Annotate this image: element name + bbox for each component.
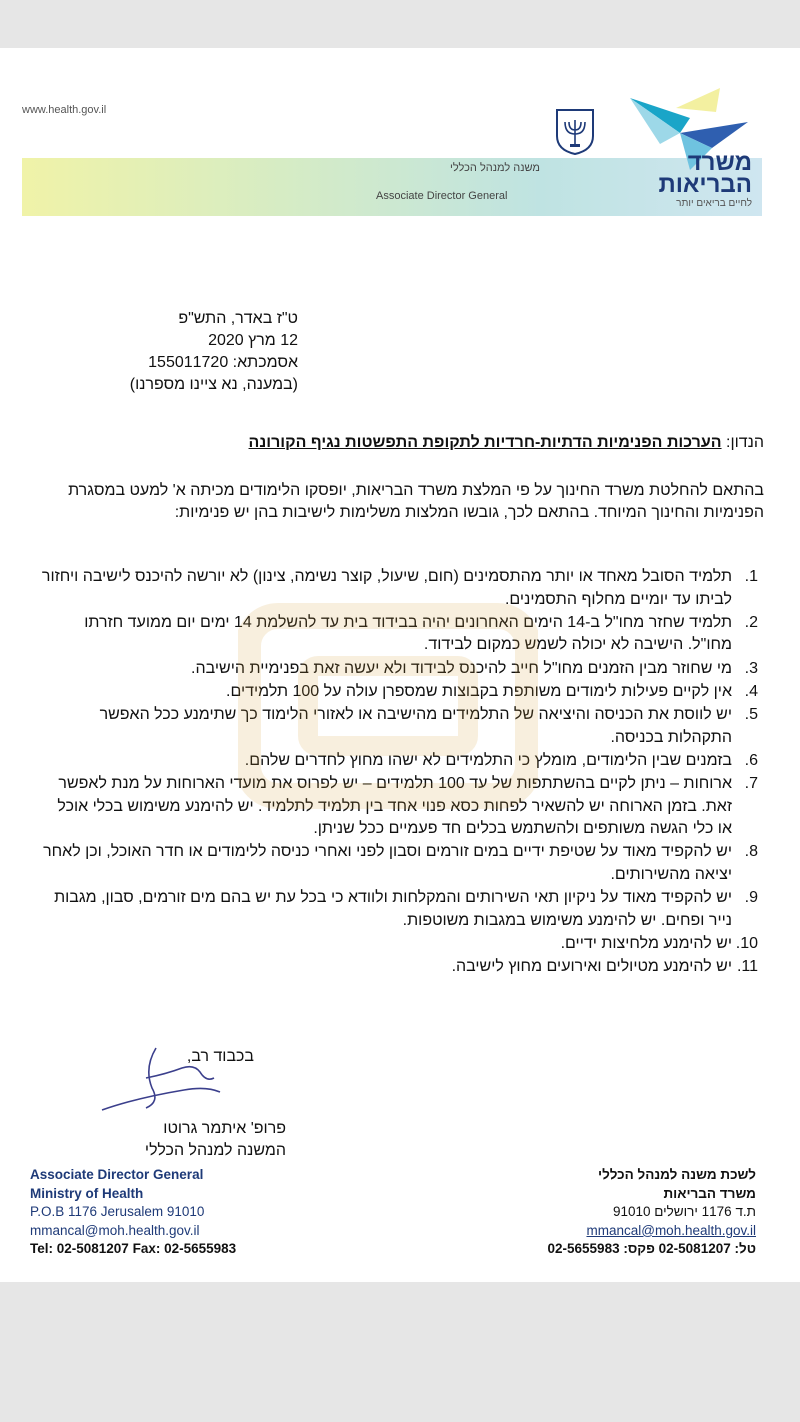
- footer-he-line2: משרד הבריאות: [663, 1185, 756, 1201]
- list-item-text: תלמיד שחזר מחו"ל ב-14 הימים האחרונים יהיה בבידוד בית עד להשלמת 14 ימים יום ממועד חזרתו מחו"ל. הישיבה לא יכולה לשמש כמקום לבידוד.: [84, 613, 732, 654]
- footer-en-address: P.O.B 1176 Jerusalem 91010: [30, 1204, 205, 1220]
- menorah-emblem-icon: [553, 106, 597, 156]
- header-url[interactable]: www.health.gov.il: [22, 104, 107, 116]
- list-item-number: 3.: [744, 659, 758, 677]
- list-item: [40, 773, 758, 841]
- signer-title: המשנה למנהל הכללי: [144, 1142, 286, 1159]
- logo-text-line1: משרד: [687, 149, 752, 176]
- footer-hebrew: [440, 1166, 756, 1259]
- band-english-title: Associate Director General: [376, 190, 508, 202]
- list-item: [40, 933, 758, 956]
- list-item: [40, 841, 758, 886]
- list-item-number: 9.: [744, 889, 758, 907]
- subject-prefix: הנדון:: [726, 434, 764, 451]
- list-item: [40, 658, 758, 681]
- list-item-text: יש להימנע מטיולים ואירועים מחוץ לישיבה.: [451, 958, 732, 976]
- list-item-text: בזמנים שבין הלימודים, מומלץ כי התלמידים לא ישהו מחוץ לחדרים שלהם.: [244, 751, 732, 769]
- list-item-text: תלמיד הסובל מאחד או יותר מהתסמינים (חום, שיעול, קוצר נשימה, צינון) לא יורשה להיכנס לישיבה ויחזור לביתו עד יומיים מחלוף התסמינים.: [41, 568, 732, 608]
- footer-english: [30, 1166, 236, 1259]
- footer-en-line2: Ministry of Health: [30, 1185, 144, 1201]
- letter-page: [0, 48, 800, 1282]
- footer-en-phone: Tel: 02-5081207 Fax: 02-5655983: [30, 1241, 237, 1257]
- footer-en-email[interactable]: mmancal@moh.health.gov.il: [30, 1222, 200, 1238]
- footer-en-line1: Associate Director General: [30, 1167, 204, 1182]
- list-item-text: מי שחוזר מבין הזמנים מחו"ל חייב להיכנס לבידוד ולא יעשה זאת בפנימיית הישיבה.: [191, 659, 732, 677]
- handwritten-signature: [96, 1038, 226, 1118]
- footer-he-address: ת.ד 1176 ירושלים 91010: [612, 1204, 756, 1220]
- list-item: [40, 956, 758, 979]
- footer-he-line1: לשכת משנה למנהל הכללי: [598, 1167, 756, 1182]
- list-item-number: 2.: [744, 613, 758, 631]
- recommendations-list: [40, 566, 758, 979]
- list-item-text: יש לווסת את הכניסה והיציאה של התלמידים מהישיבה או לאזורי הלימוד כך שתימנע ככל האפשר התקהלות בכניסה.: [99, 705, 732, 746]
- list-item-text: אין לקיים פעילות לימודים משותפת בקבוצות שמספרן עולה על 100 תלמידים.: [226, 682, 732, 700]
- list-item-number: 7.: [744, 774, 758, 792]
- list-item: [40, 681, 758, 704]
- signer-block: [100, 1118, 286, 1162]
- date-block: [80, 308, 298, 396]
- list-item: [40, 566, 758, 611]
- list-item-number: 1.: [744, 568, 758, 585]
- logo-tagline: לחיים בריאים יותר: [676, 198, 752, 209]
- list-item-text: יש להקפיד מאוד על ניקיון תאי השירותים והמקלחות ולוודא כי בכל עת יש בהם מים זורמים, סבון, מגבות נייר ופחים. יש להימנע משימוש במגבות משוטפות.: [54, 889, 732, 929]
- hebrew-date: ט"ז באדר, התש"פ: [178, 310, 298, 327]
- footer-he-phone: טל: 02-5081207 פקס: 02-5655983: [547, 1241, 756, 1257]
- gregorian-date: 12 מרץ 2020: [208, 332, 298, 349]
- reference-number: אסמכתא: 155011720: [148, 354, 298, 371]
- reference-note: (במענה, נא ציינו מספרנו): [129, 376, 298, 393]
- subject-line: [40, 434, 764, 452]
- signer-name: פרופ' איתמר גרוטו: [163, 1120, 286, 1137]
- logo-text-line2: הבריאות: [658, 171, 752, 198]
- list-item-text: יש להימנע מלחיצות ידיים.: [560, 934, 732, 952]
- band-hebrew-title: משנה למנהל הכללי: [449, 162, 540, 174]
- list-item-text: יש להקפיד מאוד על שטיפת ידיים במים זורמים וסבון לפני ואחרי כניסה ללימודים או חדר האוכל, וכן לאחר יציאה מהשירותים.: [43, 843, 732, 883]
- list-item-text: ארוחות – ניתן לקיים בהשתתפות של עד 100 תלמידים – יש לפרוס את מועדי הארוחות על מנת לאפשר זאת. בזמן הארוחה יש להשאיר לפחות כסא פנוי אחד בין תלמיד לתלמיד. יש להימנע משימוש בכלי אוכל או כלי הגשה משותפים ולהשתמש בכלים חד פעמיים ככל שניתן.: [57, 774, 732, 838]
- list-item-number: 4.: [744, 682, 758, 700]
- footer-he-email[interactable]: mmancal@moh.health.gov.il: [586, 1222, 756, 1238]
- list-item-number: 6.: [744, 751, 758, 769]
- closing-greeting: בכבוד רב,: [186, 1048, 254, 1065]
- list-item-number: 5.: [744, 705, 758, 723]
- list-item-number: 8.: [744, 843, 758, 861]
- list-item: [40, 612, 758, 657]
- list-item: [40, 887, 758, 932]
- list-item-number: 10.: [735, 934, 758, 952]
- subject-text: הערכות הפנימיות הדתיות-חרדיות לתקופת התפשטות נגיף הקורונה: [248, 434, 722, 451]
- list-item: [40, 750, 758, 773]
- intro-paragraph: בהתאם להחלטת משרד החינוך על פי המלצת משרד הבריאות, יופסקו הלימודים מכיתה א' למעט במסגרת הפנימיות והחינוך המיוחד. בהתאם לכך, גובשו המלצות משלימות לישיבות בהן יש פנימיות:: [68, 482, 764, 521]
- list-item: [40, 704, 758, 749]
- list-item-number: 11.: [736, 958, 758, 976]
